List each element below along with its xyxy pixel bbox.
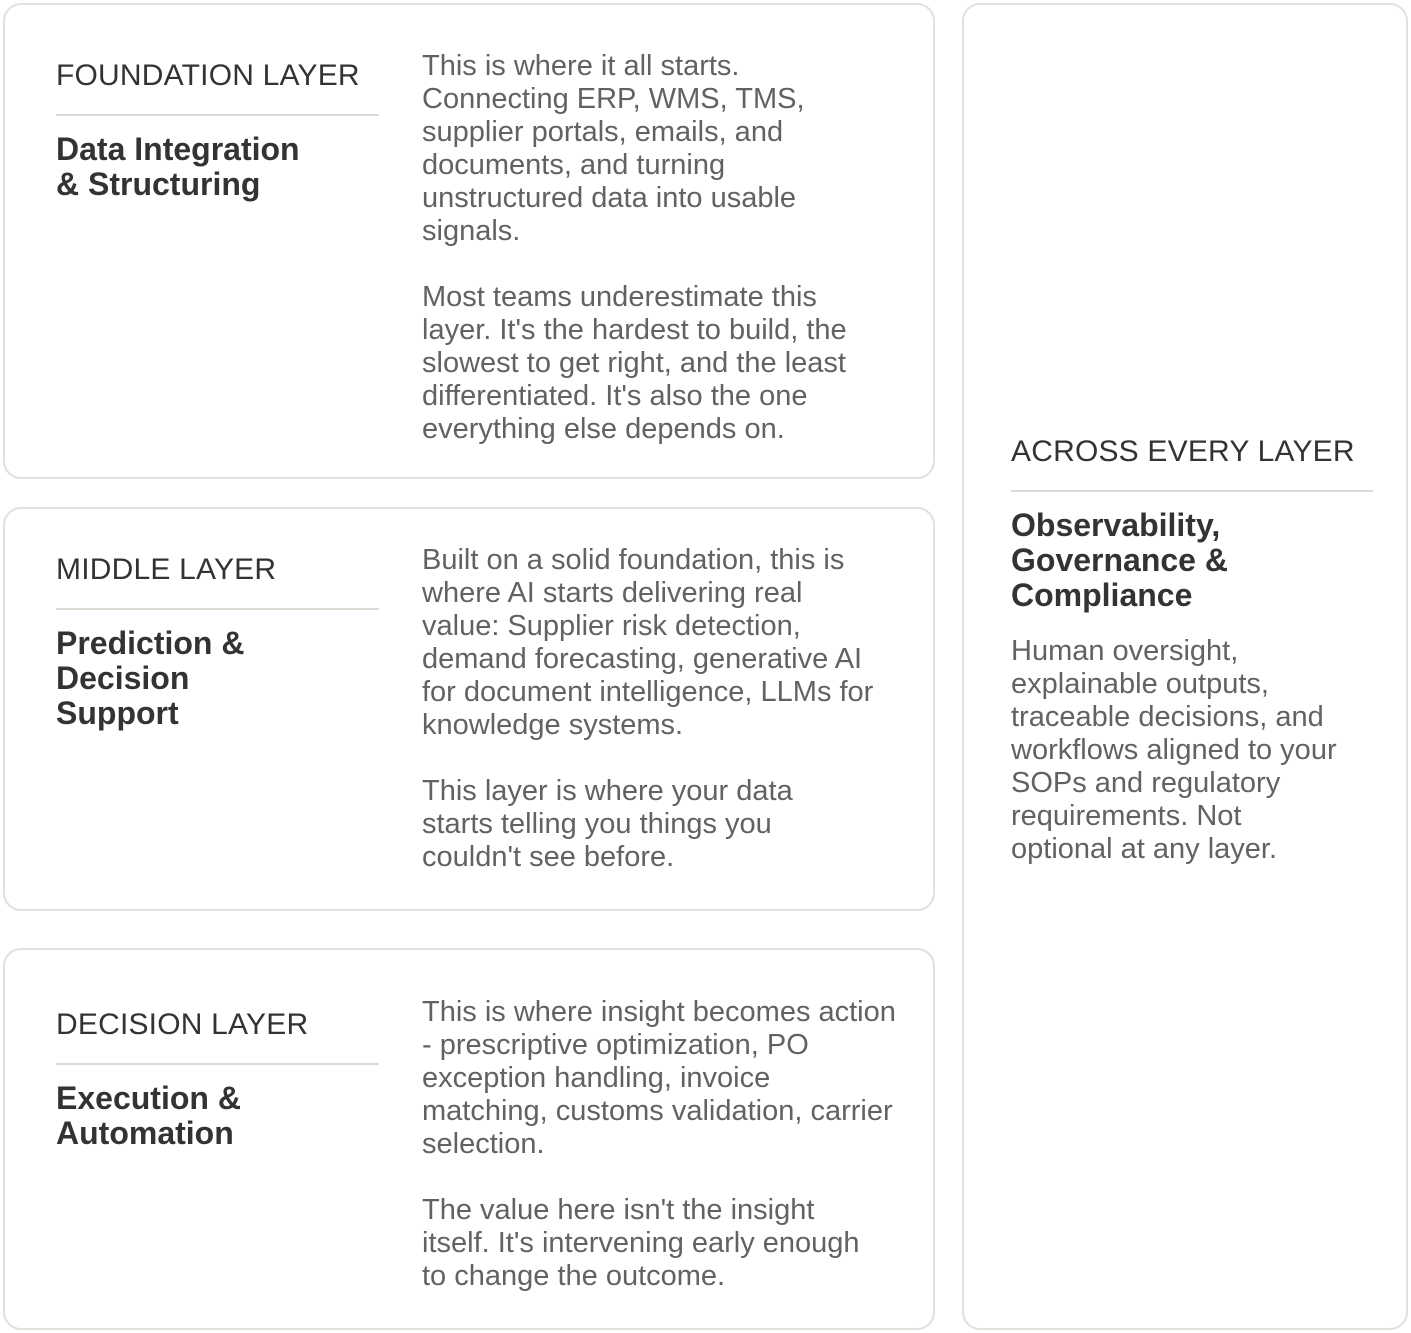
across-content [1011, 435, 1373, 866]
across-every-layer-card [962, 3, 1408, 1330]
decision-eyebrow: DECISION LAYER [56, 1008, 309, 1041]
foundation-description [422, 50, 862, 446]
decision-description [422, 996, 902, 1293]
foundation-paragraph-2: Most teams underestimate this layer. It's the hardest to build, the slowest to get right, and the least differentiated. It's also the one everything else depends on. [422, 281, 847, 445]
middle-paragraph-2: This layer is where your data starts telling you things you couldn't see before. [422, 775, 793, 873]
decision-header [56, 1008, 379, 1151]
middle-paragraph-1: Built on a solid foundation, this is where AI starts delivering real value: Supplier risk detection, demand forecasting, generative AI for document intelligence, LLMs for knowledge systems. [422, 544, 874, 741]
foundation-eyebrow: FOUNDATION LAYER [56, 59, 360, 92]
decision-layer-card [3, 948, 935, 1330]
decision-title: Execution & Automation [56, 1080, 241, 1151]
middle-description [422, 544, 902, 874]
foundation-header [56, 59, 379, 202]
across-body: Human oversight, explainable outputs, traceable decisions, and workflows aligned to your SOPs and regulatory requirements. Not optional at any layer. [1011, 635, 1337, 865]
middle-title: Prediction & Decision Support [56, 625, 245, 731]
decision-paragraph-2: The value here isn't the insight itself. It's intervening early enough to change the outcome. [422, 1194, 860, 1292]
middle-layer-card [3, 507, 935, 911]
foundation-divider [56, 114, 379, 116]
foundation-layer-card [3, 3, 935, 479]
across-title: Observability, Governance & Compliance [1011, 507, 1228, 613]
foundation-paragraph-1: This is where it all starts. Connecting ERP, WMS, TMS, supplier portals, emails, and documents, and turning unstructured data into usable signals. [422, 50, 805, 247]
middle-divider [56, 608, 379, 610]
across-eyebrow: ACROSS EVERY LAYER [1011, 435, 1355, 468]
middle-header [56, 553, 379, 731]
middle-eyebrow: MIDDLE LAYER [56, 553, 277, 586]
decision-divider [56, 1063, 379, 1065]
across-divider [1011, 490, 1373, 492]
decision-paragraph-1: This is where insight becomes action - prescriptive optimization, PO exception handling, invoice matching, customs validation, carrier selection. [422, 996, 896, 1160]
foundation-title: Data Integration & Structuring [56, 131, 300, 202]
